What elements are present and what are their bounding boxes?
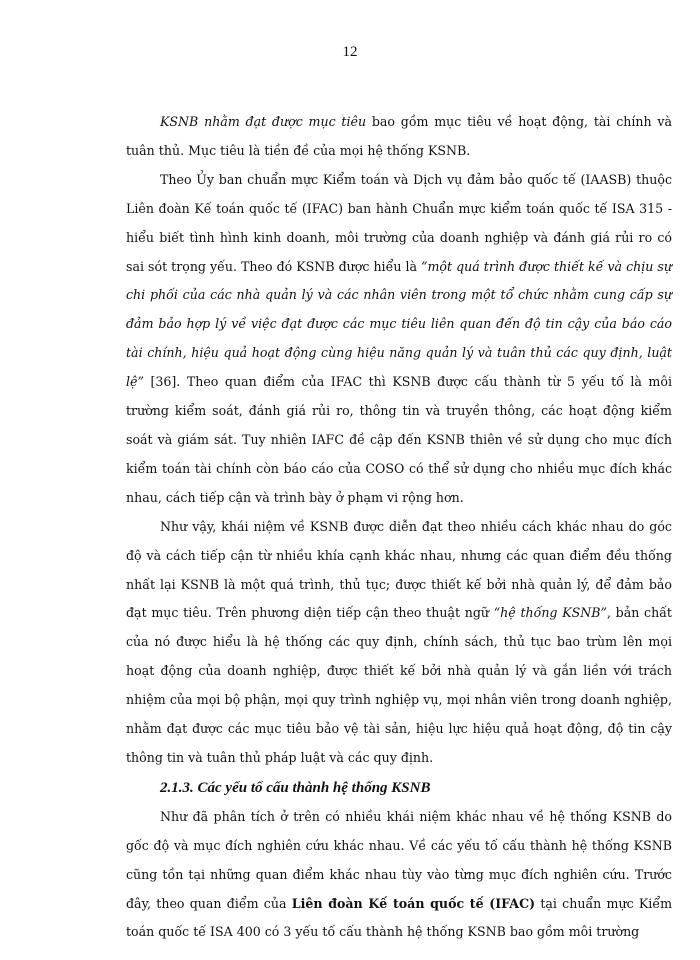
paragraph-text: [36]. Theo quan điểm của IFAC thì KSNB được cấu thành từ 5 yếu tố là môi trường kiểm soát, đánh giá rủi ro, thông tin và truyền thông, các hoạt động kiểm soát và giám sát. Tuy nhiên IAFC đề cập đến KSNB thiên về sử dụng cho mục đích kiểm toán tài chính còn báo cáo của COSO có thể sử dụng cho nhiều mục đích khác nhau, cách tiếp cận và trình bày ở phạm vi rộng hơn. [126,374,672,505]
section-heading: 2.1.3. Các yếu tố cấu thành hệ thống KSNB [160,779,431,796]
bold-term: Liên đoàn Kế toán quốc tế (IFAC) [291,895,536,911]
paragraph-text: tại chuẩn mực Kiểm toán quốc tế ISA 400 có 3 yếu tố cấu thành hệ thống KSNB bao gồm môi trường [126,895,673,940]
paragraph-text: Như đã phân tích ở trên có nhiều khái niệm khác nhau về hệ thống KSNB do gốc độ và mục đích nghiên cứu khác nhau. Về các yếu tố cấu thành hệ thống KSNB cũng tồn tại những quan điểm khác nhau tùy vào từng mục đích nghiên cứu. Trước đây, theo quan điểm của [126,808,672,911]
paragraph-ksnb-objectives [126,108,672,166]
paragraph-ksnb-concept [126,513,672,773]
paragraph-ksnb-components [126,803,672,948]
document-body [126,108,672,947]
paragraph-text: Theo Ủy ban chuẩn mực Kiểm toán và Dịch vụ đảm bảo quốc tế (IAASB) thuộc Liên đoàn Kế toán quốc tế (IFAC) ban hành Chuẩn mực kiểm toán quốc tế ISA 315 - hiểu biết tình hình kinh doanh, môi trường của doanh nghiệp và đánh giá rủi ro có sai sót trọng yếu. Theo đó KSNB được hiểu là [126,171,672,274]
paragraph-text: , bản chất của nó được hiểu là hệ thống các quy định, chính sách, thủ tục bao trùm lên mọi hoạt động của doanh nghiệp, được thiết kế bởi nhà quản lý và gắn liền với trách nhiệm của mọi bộ phận, mọi quy trình nghiệp vụ, mọi nhân viên trong doanh nghiệp, nhằm đạt được các mục tiêu bảo vệ tài sản, hiệu lực hiệu quả hoạt động, độ tin cậy thông tin và tuân thủ pháp luật và các quy định. [126,605,672,765]
italic-lead-text: KSNB nhằm đạt được mục tiêu [160,114,367,129]
paragraph-iaasb-definition [126,166,672,513]
paragraph-text: bao gồm mục tiêu về hoạt động, tài chính và tuân thủ. Mục tiêu là tiền đề của mọi hệ thống KSNB. [126,114,673,158]
paragraph-text: Như vậy, khái niệm về KSNB được diễn đạt theo nhiều cách khác nhau do góc độ và cách tiếp cận từ nhiều khía cạnh khác nhau, nhưng các quan điểm đều thống nhất lại KSNB là một quá trình, thủ tục; được thiết kế bởi nhà quản lý, để đảm bảo đạt mục tiêu. Trên phương diện tiếp cận theo thuật ngữ [126,518,672,621]
italic-term: “hệ thống KSNB” [493,605,607,621]
italic-quote: “một quá trình được thiết kế và chịu sự chi phối của các nhà quản lý và các nhân viên trong một tổ chức nhằm cung cấp sự đảm bảo hợp lý về việc đạt được các mục tiêu liên quan đến độ tin cậy của báo cáo tài chính, hiệu quả hoạt động cùng hiệu năng quản lý và tuân thủ các quy định, luật lệ” [126,258,672,390]
page-number: 12 [342,44,358,60]
